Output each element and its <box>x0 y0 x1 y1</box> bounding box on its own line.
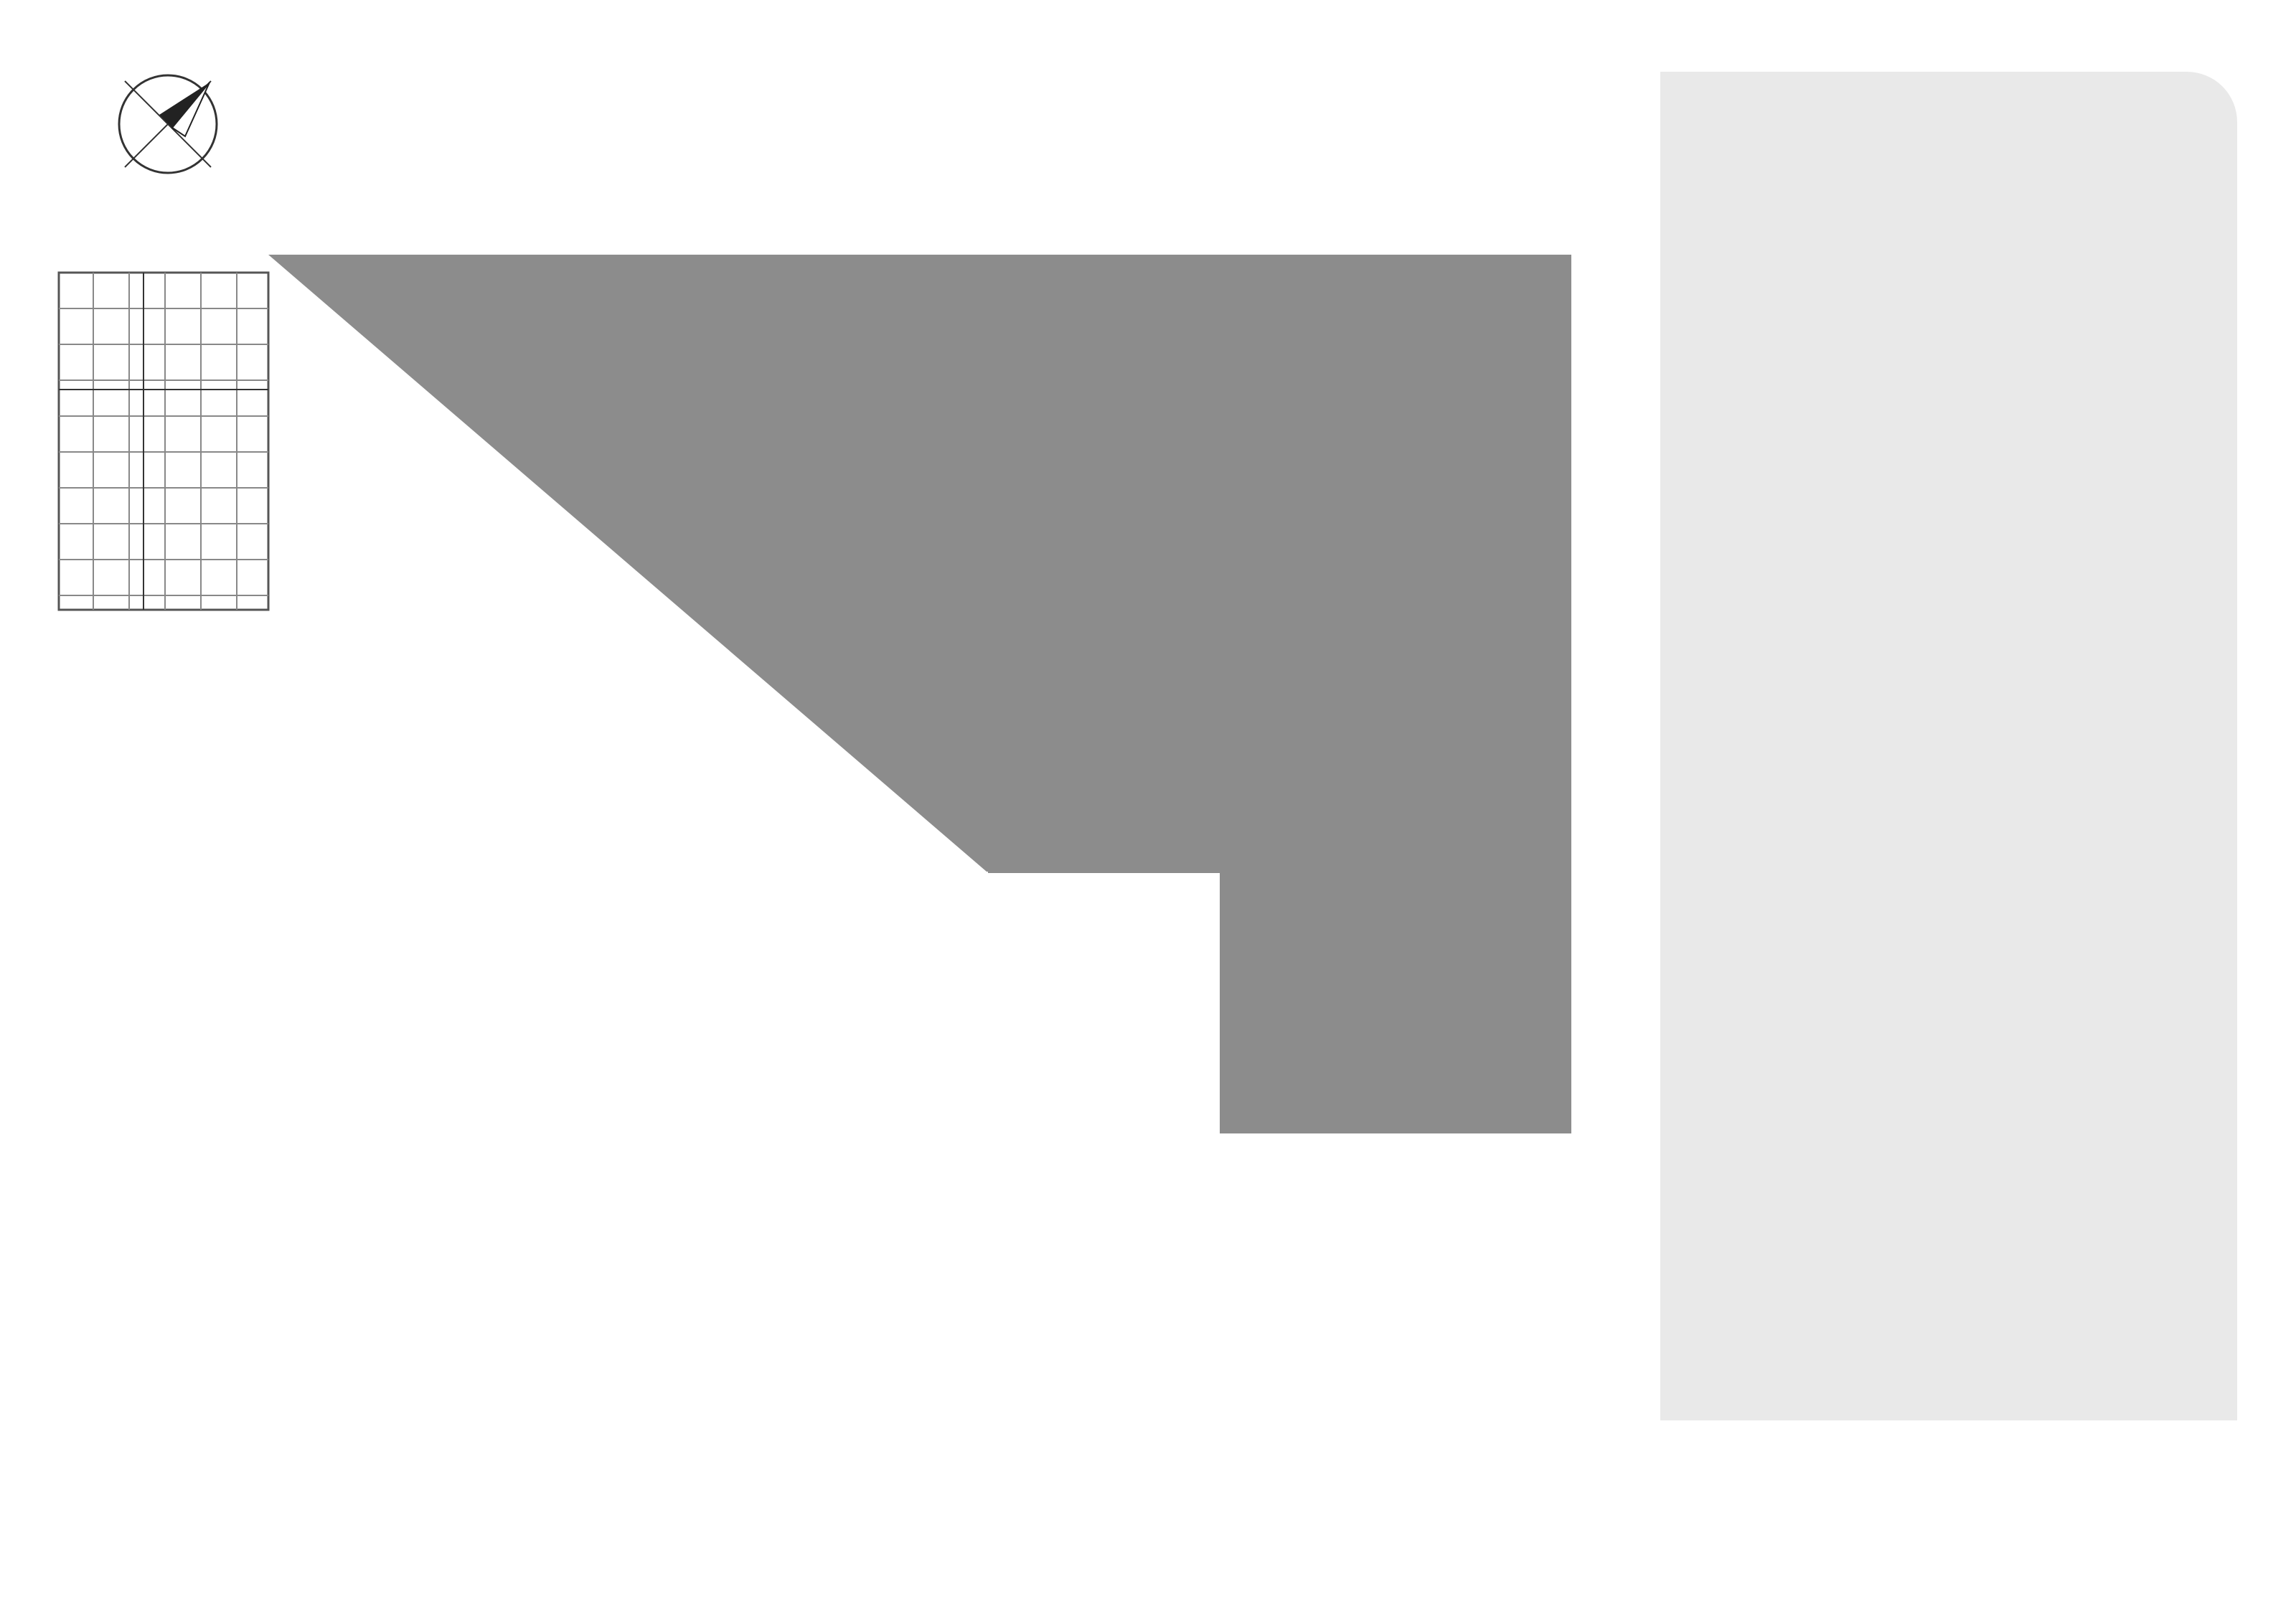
apartment-walls <box>268 255 1571 1133</box>
info-panel <box>1660 72 2237 1420</box>
balcony <box>59 273 268 610</box>
compass-icon <box>119 75 217 173</box>
